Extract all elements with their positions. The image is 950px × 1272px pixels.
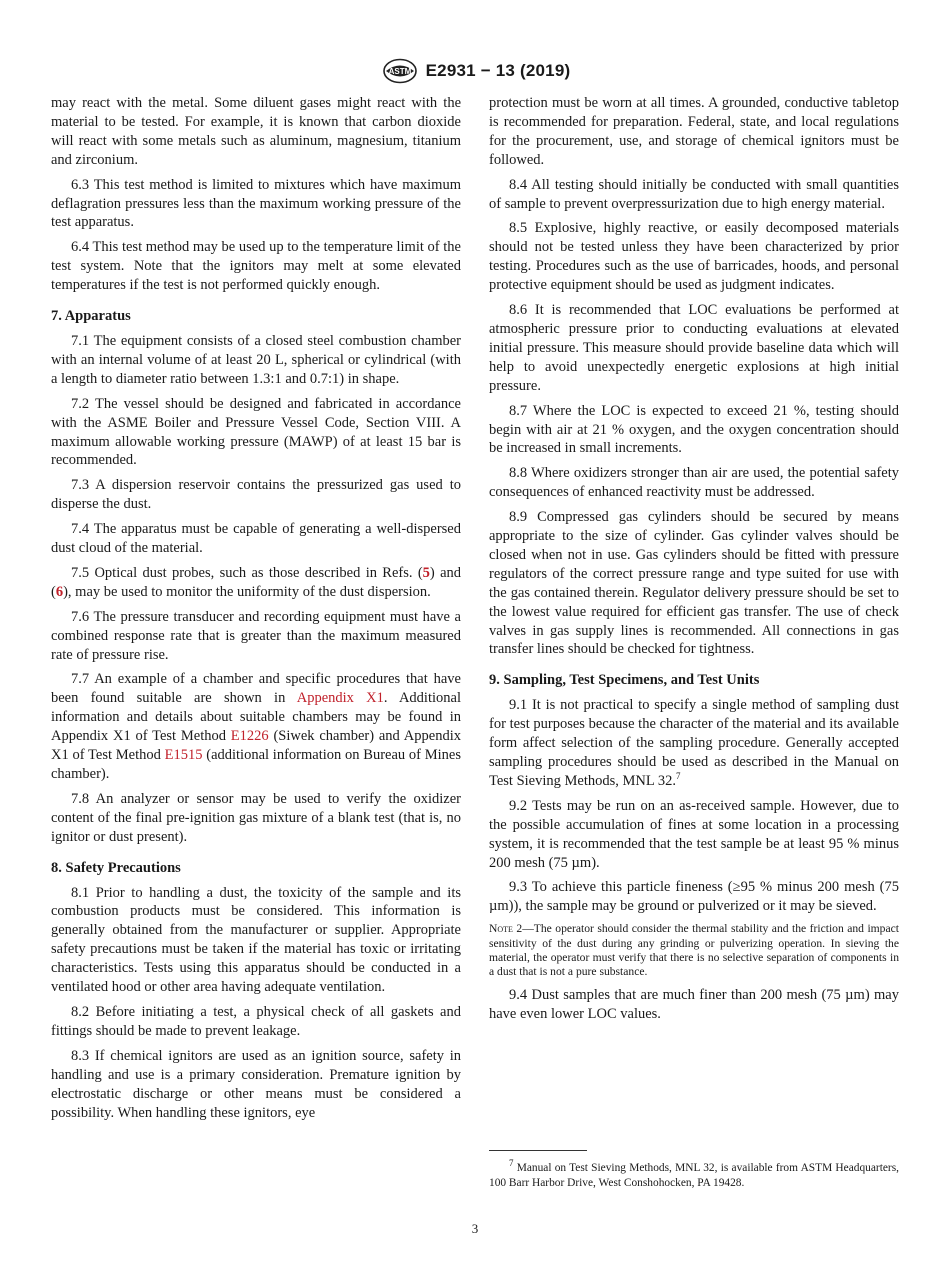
- paragraph-8-3: 8.3 If chemical ignitors are used as an ignition source, safety in handling and use is a primary consideration. Premature ignition by electrostatic discharge or other means must be considered a possibility. When handling these ignitors, eye: [51, 1047, 461, 1121]
- paragraph-7-6: 7.6 The pressure transducer and recording equipment must have a combined response rate that is greater than the maximum measured rate of pressure rise.: [51, 608, 461, 663]
- section-heading-7: 7. Apparatus: [51, 308, 131, 325]
- paragraph-8-2: 8.2 Before initiating a test, a physical check of all gaskets and fittings should be made to prevent leakage.: [51, 1003, 461, 1039]
- paragraph-8-6: 8.6 It is recommended that LOC evaluations be performed at atmospheric pressure prior to conducting evaluations at elevated initial pressure. This measure should provide baseline data which will help to avoid unexpectedly energetic explosions at high initial pressure.: [489, 302, 899, 394]
- paragraph-8-4: 8.4 All testing should initially be conducted with small quantities of sample to prevent overpressurization due to high energy material.: [489, 176, 899, 212]
- paragraph-continued: protection must be worn at all times. A grounded, conductive tabletop is recommended for preparation. Federal, state, and local regulations for the procurement, use, and storage of chemical ignitors must be followed.: [489, 95, 899, 168]
- paragraph-9-4: 9.4 Dust samples that are much finer than 200 mesh (75 µm) may have even lower LOC values.: [489, 986, 899, 1022]
- footnote-text: Manual on Test Sieving Methods, MNL 32, is available from ASTM Headquarters, 100 Barr Harbor Drive, West Conshohocken, PA 19428.: [489, 1162, 899, 1189]
- note-label: Note 2: [489, 922, 523, 936]
- paragraph-7-4: 7.4 The apparatus must be capable of generating a well-dispersed dust cloud of the material.: [51, 521, 461, 557]
- note-text: —The operator should consider the thermal stability and the friction and impact sensitivity of the dust during any grinding or pulverizing operation. In sieving the material, the operator must verify that there is no selective separation of components in a dust that is not a pure substance.: [489, 922, 899, 979]
- reference-link-6[interactable]: 6: [55, 583, 64, 600]
- page-header: [0, 56, 950, 86]
- paragraph-continued: may react with the metal. Some diluent gases might react with the material to be tested. For example, it is known that carbon dioxide will react with some metals such as aluminum, magnesium, titanium and zirconium.: [51, 95, 461, 168]
- paragraph-6-4: 6.4 This test method may be used up to the temperature limit of the test system. Note that the ignitors may melt at some elevated temperatures if the test is not performed quickly enough.: [51, 239, 461, 294]
- paragraph-8-5: 8.5 Explosive, highly reactive, or easily decomposed materials should not be tested unless they have been characterized by prior testing. Procedures such as the use of barricades, hoods, and personal protective equipment should be used as judgment indicates.: [489, 220, 899, 294]
- appendix-x1-link[interactable]: Appendix X1: [296, 690, 384, 707]
- astm-logo-icon: [380, 58, 420, 84]
- paragraph-7-5: 7.5 Optical dust probes, such as those described in Refs. (5) and (6), may be used to monitor the uniformity of the dust dispersion.: [51, 564, 462, 600]
- paragraph-6-3: 6.3 This test method is limited to mixtures which have maximum deflagration pressures less than the maximum working pressure of the test apparatus.: [51, 176, 461, 231]
- paragraph-8-9: 8.9 Compressed gas cylinders should be secured by means appropriate to the size of cylinder. Gas cylinder valves should be closed when not in use. Gas cylinders should be fitted with pressure regulators of the correct pressure range and type suited for use with the gas contained therein. Regulator delivery pressure should be set to the lowest value required for efficient gas transfer. The use of check valves in gas supply lines is recommended. All connections in gas transfer lines should be checked for tightness.: [489, 509, 899, 658]
- footnote-divider: [489, 1150, 587, 1151]
- paragraph-7-8: 7.8 An analyzer or sensor may be used to verify the oxidizer content of the final pre-ignition gas mixture of a blank test (that is, no ignitor or dust present).: [51, 790, 461, 845]
- paragraph-7-7: 7.7 An example of a chamber and specific procedures that have been found suitable are shown in Appendix X1. Additional information and details about suitable chambers may be found in Appendix X1 of Test Method E1226 (Siwek chamber) and Appendix X1 of Test Method E1515 (additional information on Bureau of Mines chamber).: [51, 671, 461, 782]
- paragraph-7-1: 7.1 The equipment consists of a closed steel combustion chamber with an internal volume of at least 20 L, spherical or cylindrical (with a length to diameter ratio between 1.3:1 and 0.7:1) in shape.: [51, 332, 461, 387]
- paragraph-8-1: 8.1 Prior to handling a dust, the toxicity of the sample and its combustion products must be considered. This information is generally obtained from the manufacturer or supplier. Appropriate safety precautions must be taken if the material has toxic or irritating characteristics. Tests using this apparatus should be conducted in a ventilated hood or other area having adequate ventilation.: [51, 884, 461, 996]
- paragraph-9-3: 9.3 To achieve this particle fineness (≥95 % minus 200 mesh (75 µm)), the sample may be ground or pulverized or it may be sieved.: [489, 879, 899, 915]
- note-2: [489, 922, 899, 980]
- left-column: [51, 94, 461, 1128]
- paragraph-8-7: 8.7 Where the LOC is expected to exceed 21 %, testing should begin with air at 21 % oxygen, and the oxygen concentration should be increased in small increments.: [489, 402, 899, 457]
- paragraph-9-1: 9.1 It is not practical to specify a single method of sampling dust for test purposes because the character of the material and its available form affect selection of the sampling procedure. Generally accepted sampling procedures should be used as described in the Manual on Test Sieving Methods, MNL 32.$^7$: [489, 697, 899, 789]
- paragraph-7-2: 7.2 The vessel should be designed and fabricated in accordance with the ASME Boiler and Pressure Vessel Code, Section VIII. A maximum allowable working pressure (MAWP) of at least 15 bar is recommended.: [51, 395, 461, 469]
- footnote-number: 7: [509, 1158, 514, 1169]
- footnote-7: [489, 1158, 899, 1191]
- e1226-link[interactable]: E1226: [230, 728, 269, 745]
- section-heading-9: 9. Sampling, Test Specimens, and Test Units: [489, 672, 760, 689]
- reference-link-5[interactable]: 5: [422, 564, 430, 581]
- paragraph-7-3: 7.3 A dispersion reservoir contains the pressurized gas used to disperse the dust.: [51, 477, 461, 513]
- right-column: [489, 94, 899, 1030]
- svg-text:ASTM: ASTM: [388, 67, 411, 76]
- paragraph-9-2: 9.2 Tests may be run on an as-received sample. However, due to the possible accumulation of fines at some location in a processing system, it is recommended that the test sample be at least 95 % minus 200 mesh (75 µm).: [489, 797, 899, 871]
- document-id: E2931 − 13 (2019): [425, 61, 571, 80]
- footnote-marker[interactable]: 7: [675, 771, 681, 782]
- paragraph-8-8: 8.8 Where oxidizers stronger than air are used, the potential safety consequences of enhanced reactivity must be addressed.: [489, 465, 899, 501]
- page-number: 3: [471, 1221, 479, 1236]
- section-heading-8: 8. Safety Precautions: [51, 859, 181, 876]
- e1515-link[interactable]: E1515: [164, 747, 203, 764]
